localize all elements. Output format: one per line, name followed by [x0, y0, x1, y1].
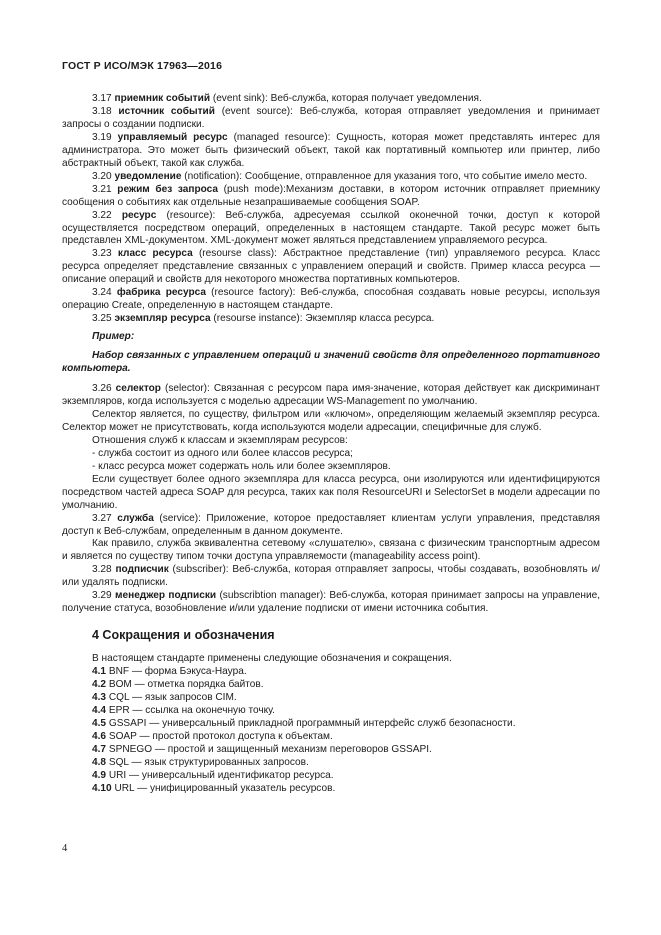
abbreviation-item: 4.5 GSSAPI — универсальный прикладной программный интерфейс служб безопасности. [92, 717, 516, 729]
term: ресурс [121, 209, 157, 221]
section-4-intro: В настоящем стандарте применены следующие обозначения и сокращения. [92, 653, 452, 665]
definition-3-20: 3.20 уведомление (notification): Сообщение, отправленное для указания того, что событие имело место. [92, 170, 588, 182]
definition-3-29: 3.29 менеджер подписки (subscribtion manager): Веб-служба, которая принимает запросы на управление, получение статуса, возобновление и/или удаление подписки от имени источника события. [62, 590, 601, 615]
term: управляемый ресурс [117, 131, 228, 143]
term: режим без запроса [117, 183, 219, 195]
definition-3-28: 3.28 подписчик (subscriber): Веб-служба, которая отправляет запросы, чтобы создавать, возобновлять и/или удалять подписки. [62, 564, 600, 589]
abbreviation-item: 4.7 SPNEGO — простой и защищенный механизм переговоров GSSAPI. [92, 743, 432, 755]
service-paragraph-2: Как правило, служба эквивалентна сетевому «слушателю», связана с физическим транспортным адресом и является по существу типом точки доступа управляемости (manageability access point). [62, 538, 600, 563]
abbreviation-item: 4.4 EPR — ссылка на оконечную точку. [92, 704, 275, 716]
term: приемник событий [114, 93, 211, 104]
section-4-heading: 4 Сокращения и обозначения [92, 628, 275, 643]
definition-3-17: 3.17 приемник событий (event sink): Веб-служба, которая получает уведомления. [92, 93, 482, 104]
list-item: - класс ресурса может содержать ноль или более экземпляров. [92, 460, 391, 472]
definition-3-19: 3.19 управляемый ресурс (managed resource): Сущность, которая может представлять интерес для администратора. Это может быть физический объект, такой как портативный компьютер или принтер, либо абстрактный объект, такой как служба. [62, 131, 600, 169]
definition-3-27: 3.27 служба (service): Приложение, которое предоставляет клиентам услуги управления, представляя доступ к Веб-службам, определенным в данном документе. [62, 512, 600, 537]
term: уведомление [114, 170, 182, 182]
abbreviation-item: 4.1 BNF — форма Бэкуса-Наура. [92, 666, 247, 678]
definition-3-25: 3.25 экземпляр ресурса (resourse instance): Экземпляр класса ресурса. [92, 313, 435, 325]
definition-3-18: 3.18 источник событий (event source): Веб-служба, которая отправляет уведомления и принимает запросы о создании подписки. [62, 105, 600, 130]
term: селектор [115, 383, 161, 395]
abbreviation-item: 4.10 URL — унифицированный указатель ресурсов. [92, 782, 336, 794]
abbreviation-item: 4.6 SOAP — простой протокол доступа к объектам. [92, 730, 333, 742]
example-label: Пример: [92, 331, 135, 343]
list-item: - служба состоит из одного или более классов ресурса; [92, 447, 353, 459]
example-text: Набор связанных с управлением операций и значений свойств для определенного портативного компьютера. [62, 350, 600, 375]
selector-paragraph-4: Если существует более одного экземпляра для класса ресурса, они изолируются или идентифицируются посредством частей адреса SOAP для ресурса, таких как поля ResourceURI и SelectorSet в модели адресации по умолчанию. [62, 473, 600, 511]
abbreviation-item: 4.8 SQL — язык структурированных запросов. [92, 756, 309, 768]
document-code-header: ГОСТ Р ИСО/МЭК 17963—2016 [62, 60, 223, 72]
abbreviation-item: 4.3 CQL — язык запросов CIM. [92, 692, 237, 704]
definition-3-21: 3.21 режим без запроса (push mode):Механизм доставки, в котором источник отправляет приемнику сообщения о событиях как отдельные незапрашиваемые сообщения SOAP. [62, 183, 600, 208]
abbreviation-item: 4.9 URI — универсальный идентификатор ресурса. [92, 769, 334, 781]
page-number: 4 [62, 843, 68, 854]
term: служба [117, 512, 154, 524]
definition-3-26: 3.26 селектор (selector): Связанная с ресурсом пара имя-значение, которая действует как дискриминант экземпляров, когда используется с моделью адресации WS-Management по умолчанию. [62, 383, 600, 407]
term: экземпляр ресурса [114, 313, 211, 325]
term: менеджер подписки [115, 590, 217, 602]
definition-3-24: 3.24 фабрика ресурса (resource factory): Веб-служба, способная создавать новые ресурсы, используя операцию Create, определенную в настоящем стандарте. [62, 287, 601, 312]
page-content [62, 93, 600, 796]
definition-3-22: 3.22 ресурс (resource): Веб-служба, адресуемая ссылкой оконечной точки, доступ к которой осуществляется посредством операций, определенных в настоящем стандарте. Такой ресурс может быть представлен XML-документом. XML-документ может являться представлением управляемого ресурса. [62, 209, 600, 247]
abbreviation-item: 4.2 BOM — отметка порядка байтов. [92, 679, 264, 691]
selector-paragraph-2: Селектор является, по существу, фильтром или «ключом», определяющим желаемый экземпляр ресурса. Селектор может не присутствовать, когда используются модели адресации, специфичные для служб. [62, 408, 600, 433]
definition-3-23: 3.23 класс ресурса (resourse class): Абстрактное представление (тип) управляемого ресурса. Класс ресурса определяет представление связанных с управлением операций и свойств. Пример класса ресурса — описание операций и свойств для некоторого множества портативных компьютеров. [62, 248, 601, 286]
term: фабрика ресурса [116, 287, 206, 299]
term: источник событий [118, 105, 215, 117]
term: подписчик [115, 564, 169, 576]
term: класс ресурса [117, 248, 193, 260]
selector-paragraph-3: Отношения служб к классам и экземплярам ресурсов: [92, 434, 348, 446]
